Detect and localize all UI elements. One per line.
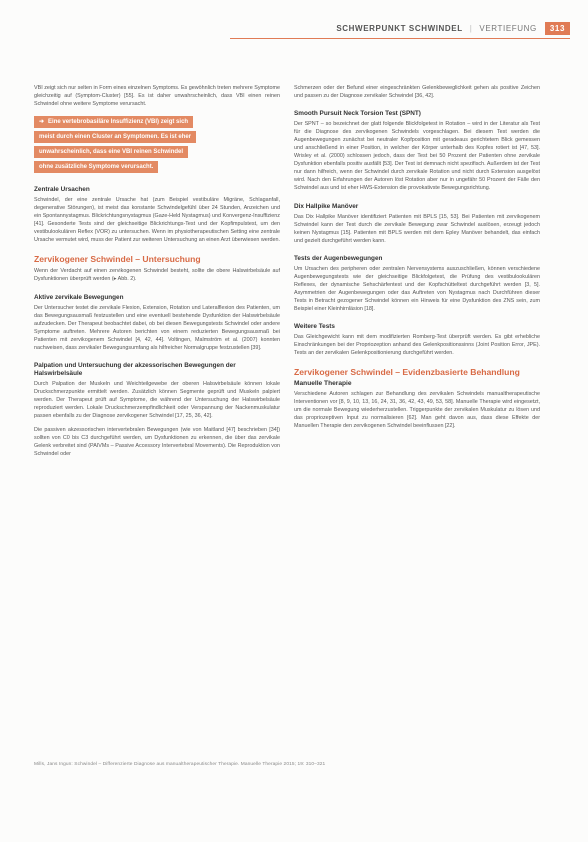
- right-column: [294, 84, 540, 436]
- heading-zervikogener-schwindel: Zervikogener Schwindel – Untersuchung: [34, 254, 201, 265]
- left-column: [34, 84, 280, 464]
- aktive-bewegungen-text: Der Untersucher testet die zervikale Flexion, Extension, Rotation und Lateralflexion des Patienten, um das Bewegungsausmaß festzustellen und eine eventuell bestehende Dysfunktion der Halswirbelsäule aufzudecken. Der Therapeut beobachtet dabei, ob bei diesen Bewegungstests Schwindel oder andere Symptome auftreten. Mehrere Autoren berichten von einem reduzierten Bewegungsausmaß bei Patienten mit zervikogenem Schwindel [4, 42, 44]. Voltingen, Malmström et al. (2007) konnten nachweisen, dass zervikaler Bewegungsumfang als hilfreicher Normalgruppe festzustellen [39].: [34, 304, 280, 351]
- weitere-tests-text: Das Gleichgewicht kann mit dem modifizierten Romberg-Test überprüft werden. Es gibt erhebliche Einschränkungen bei der Propriozeption anhand des Gelenkpositionssinns (Joint Position Error, JPE). Tests an der zervikalen Gelenkpositionierung durchgeführt werden.: [294, 333, 540, 357]
- heading-manuelle-therapie: Manuelle Therapie: [294, 380, 352, 388]
- heading-zentrale-ursachen: Zentrale Ursachen: [34, 186, 90, 194]
- manuelle-therapie-text: Verschiedene Autoren schlagen zur Behandlung des zervikalen Schwindels manualtherapeutische Interventionen vor [8, 9, 10, 13, 16, 24, 31, 36, 42, 43, 49, 53, 58]. Manuelle Therapie wird eingesetzt, um die normale Bewegung wiederherzustellen. Triggerpunkte der zervikalen Muskulatur zu lösen und das propriozeptiven Input zu normalisieren [62]. Man geht davon aus, dass diese Effekte der Manuellen Therapie den zervikogenen Schwindel beeinflussen [22].: [294, 391, 540, 430]
- heading-spnt: Smooth Pursuit Neck Torsion Test (SPNT): [294, 110, 421, 118]
- header-subsection: VERTIEFUNG: [479, 23, 537, 33]
- callout-line: ➜ Eine vertebrobasiläre Insuffizienz (VBI) zeigt sich: [34, 116, 193, 128]
- palpation-text-continued: Die passiven akzessorischen intervertebralen Bewegungen (wie von Maitland [47] beschrieben [34]) sollten von C0 bis C3 durchgeführt werden, um Dysfunktionen zu erkennen, die über das zervikale Gelenk verbreitet sind (PAIVMs – Passive Accessory Intervertebral Movements). Die Reproduktion von Schwindel oder: [34, 427, 280, 458]
- dix-hallpike-text: Das Dix Hallpike Manöver identifiziert Patienten mit BPLS [15, 53]. Bei Patienten mit zervikogenem Schwindel kann der Test durch die zervikale Bewegung zwar Schwindel auslösen, erzeugt jedoch keinen Nystagmus [15]. Patienten mit BPLS werden mit dem Epley Manöver behandelt, das einfach und gezielt durchgeführt werden kann.: [294, 213, 540, 244]
- palpation-text: Durch Palpation der Muskeln und Weichteilgewebe der oberen Halswirbelsäule können lokale Druckschmerzpunkte ermittelt werden. Zusätzlich können Segmente geprüft und Muskeln palpiert werden. Der Therapeut prüft auf Symptome, die während der Untersuchung der Halswirbelsäule reproduziert werden. Lokale Druckschmerzempfindlichkeit oder Verspannung der Nackenmuskulatur passen ebenfalls zu der Diagnose zervikogener Schwindel [17, 25, 36, 42].: [34, 380, 280, 419]
- callout-line: unwahrscheinlich, dass eine VBI reinen Schwindel: [34, 146, 188, 158]
- heading-weitere-tests: Weitere Tests: [294, 322, 335, 330]
- intro-paragraph: VBI zeigt sich nur selten in Form eines einzelnen Symptoms. Es gewöhnlich treten mehrere Symptome gleichzeitig auf (Symptom-Cluster) [55]. Es ist daher unwahrscheinlich, dass VBI einen reinen Schwindel ohne weitere Symptome verursacht.: [34, 85, 280, 108]
- zervikogener-schwindel-text: Wenn der Verdacht auf einen zervikogenen Schwindel besteht, sollte die obere Halswirbelsäule auf Dysfunktionen überprüft werden (▸ Abb. 2).: [34, 268, 280, 283]
- heading-dix-hallpike: Dix Hallpike Manöver: [294, 202, 359, 210]
- augenbewegungen-text: Um Ursachen des peripheren oder zentralen Nervensystems auszuschließen, können verschiedene Augenbewegungstests wie der gleichseitige Blickfolgetest, die Prüfung des vestibulookulären Reflexes, der dynamische Sehschärfentest und der Kopfschütteltest durchgeführt werden [3, 5]. Asymmetrien der Augenbewegungen oder das Auftreten von Nystagmus nach Durchführen dieser Tests in Betracht gezogener Schwindel können ein Hinweis für eine Dysfunktion des ZNS sein, zum Beispiel einer Kleinhirnläsion [18].: [294, 265, 540, 312]
- page-number: 313: [545, 22, 570, 35]
- zentrale-ursachen-text: Schwindel, der eine zentrale Ursache hat (zum Beispiel vestibuläre Migräne, Schlaganfall, degenerative Störungen), ist meist das konstante Schwindelgefühl über 24 Stunden, Anzeichen und ein Spontannystagmus. Blickrichtungsnystagmus (Gaze-Held Nystagmus) und Konvergenz-Insuffizienz [41]. Gesonderte Tests sind der gleichseitige Blickrichtungs-Test und der Kopfimpulstest, um den vestibulookulären Reflex (VOR) zu untersuchen. Wenn im physiotherapeutischen Setting eine zentrale Ursache vermutet wird, muss der Patient zur weiteren Untersuchung an einen Arzt überwiesen werden.: [34, 197, 280, 244]
- heading-aktive-bewegungen: Aktive zervikale Bewegungen: [34, 293, 124, 301]
- callout-arrow-icon: ➜: [39, 119, 45, 126]
- heading-augenbewegungen: Tests der Augenbewegungen: [294, 254, 383, 262]
- right-intro-paragraph: Schmerzen oder der Befund einer eingeschränkten Gelenkbeweglichkeit gehen als positive Zeichen und passen zu der Diagnose zervikaler Schwindel [36, 42].: [294, 85, 540, 100]
- spnt-text: Der SPNT – so bezeichnet der glatt folgende Blickfolgetest in Rotation – wird in der Literatur als Test für die Diagnose des zervikogenen Schwindels vorgeschlagen. Bei diesem Test werden die Augenbewegungen zunächst bei neutraler Kopfposition mit geradeaus gerichtetem Blick gemessen und anschließend in einer Position, in welcher der Körper unterhalb des Kopfes rotiert ist [47, 53]. Wrisley et al. (2000) schlossen jedoch, dass der Test bei 50 Prozent der Patienten ohne zervikale Dysfunktion ebenfalls positiv ausfällt [53]. Der Test ist demnach nicht spezifisch. Außerdem ist der Test nur dann hilfreich, wenn der Schwindel durch zervikale Rotation und nicht durch Extension ausgelöst wird. Nach den Erfahrungen der Autoren löst Rotation aber nur in ungefähr 50 Prozent der Fälle den Schwindel aus und ist eher HWS-Extension die provokativste Bewegungsrichtung.: [294, 121, 540, 192]
- page-footer: Mills, Jans Ingun: Schwindel – Differenzierte Diagnose aus manualtherapeutischer Therapie. Manuelle Therapie 2015; 19: 310–321: [34, 762, 326, 767]
- page-header: [230, 18, 570, 39]
- heading-palpation: Palpation und Untersuchung der akzessorischen Bewegungen der Halswirbelsäule: [34, 361, 236, 377]
- header-section: SCHWERPUNKT SCHWINDEL: [336, 23, 463, 33]
- callout-line: ohne zusätzliche Symptome verursacht.: [34, 161, 158, 173]
- highlight-callout: [34, 116, 280, 176]
- heading-evidenzbasierte-behandlung: Zervikogener Schwindel – Evidenzbasierte Behandlung: [294, 367, 520, 378]
- callout-line: meist durch einen Cluster an Symptomen. Es ist eher: [34, 131, 196, 143]
- header-separator: |: [469, 23, 473, 33]
